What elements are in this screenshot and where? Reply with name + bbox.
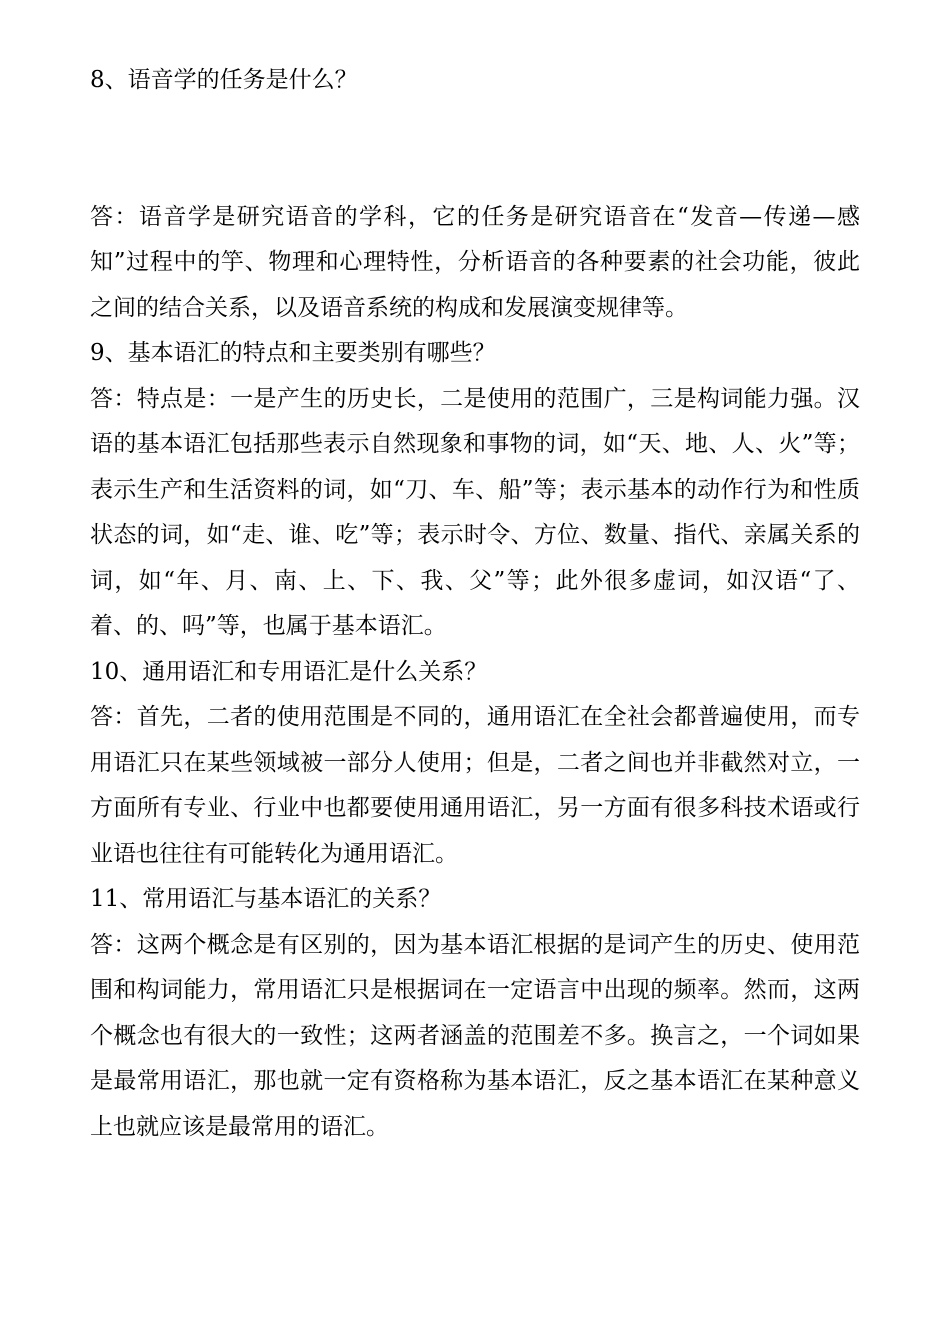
answer-9: 答：特点是：一是产生的历史长，二是使用的范围广，三是构词能力强。汉语的基本语汇包括那些表示自然现象和事物的词，如“天、地、人、火”等；表示生产和生活资料的词，如“刀、车、船”等；表示基本的动作行为和性质状态的词，如“走、谁、吃”等；表示时令、方位、数量、指代、亲属关系的词，如“年、月、南、上、下、我、父”等；此外很多虚词，如汉语“了、着、的、吗”等，也属于基本语汇。 xyxy=(90,385,860,639)
answer-11: 答：这两个概念是有区别的，因为基本语汇根据的是词产生的历史、使用范围和构词能力，常用语汇只是根据词在一定语言中出现的频率。然而，这两个概念也有很大的一致性；这两者涵盖的范围差不多。换言之，一个词如果是最常用语汇，那也就一定有资格称为基本语汇，反之基本语汇在某种意义上也就应该是最常用的语汇。 xyxy=(90,931,860,1140)
question-9: 9、基本语汇的特点和主要类别有哪些？ xyxy=(90,340,496,366)
question-11: 11、常用语汇与基本语汇的关系？ xyxy=(90,886,442,912)
document-page xyxy=(90,58,860,1150)
paragraph-gap xyxy=(90,104,860,195)
question-8: 8、语音学的任务是什么？ xyxy=(90,67,358,93)
answer-8: 答：语音学是研究语音的学科，它的任务是研究语音在“发音—传递—感知”过程中的竽、物理和心理特性，分析语音的各种要素的社会功能，彼此之间的结合关系，以及语音系统的构成和发展演变规律等。 xyxy=(90,203,860,321)
answer-10: 答：首先，二者的使用范围是不同的，通用语汇在全社会都普遍使用，而专用语汇只在某些领域被一部分人使用；但是，二者之间也并非截然对立，一方面所有专业、行业中也都要使用通用语汇，另一方面有很多科技术语或行业语也往往有可能转化为通用语汇。 xyxy=(90,704,860,867)
question-10: 10、通用语汇和专用语汇是什么关系？ xyxy=(90,658,488,685)
